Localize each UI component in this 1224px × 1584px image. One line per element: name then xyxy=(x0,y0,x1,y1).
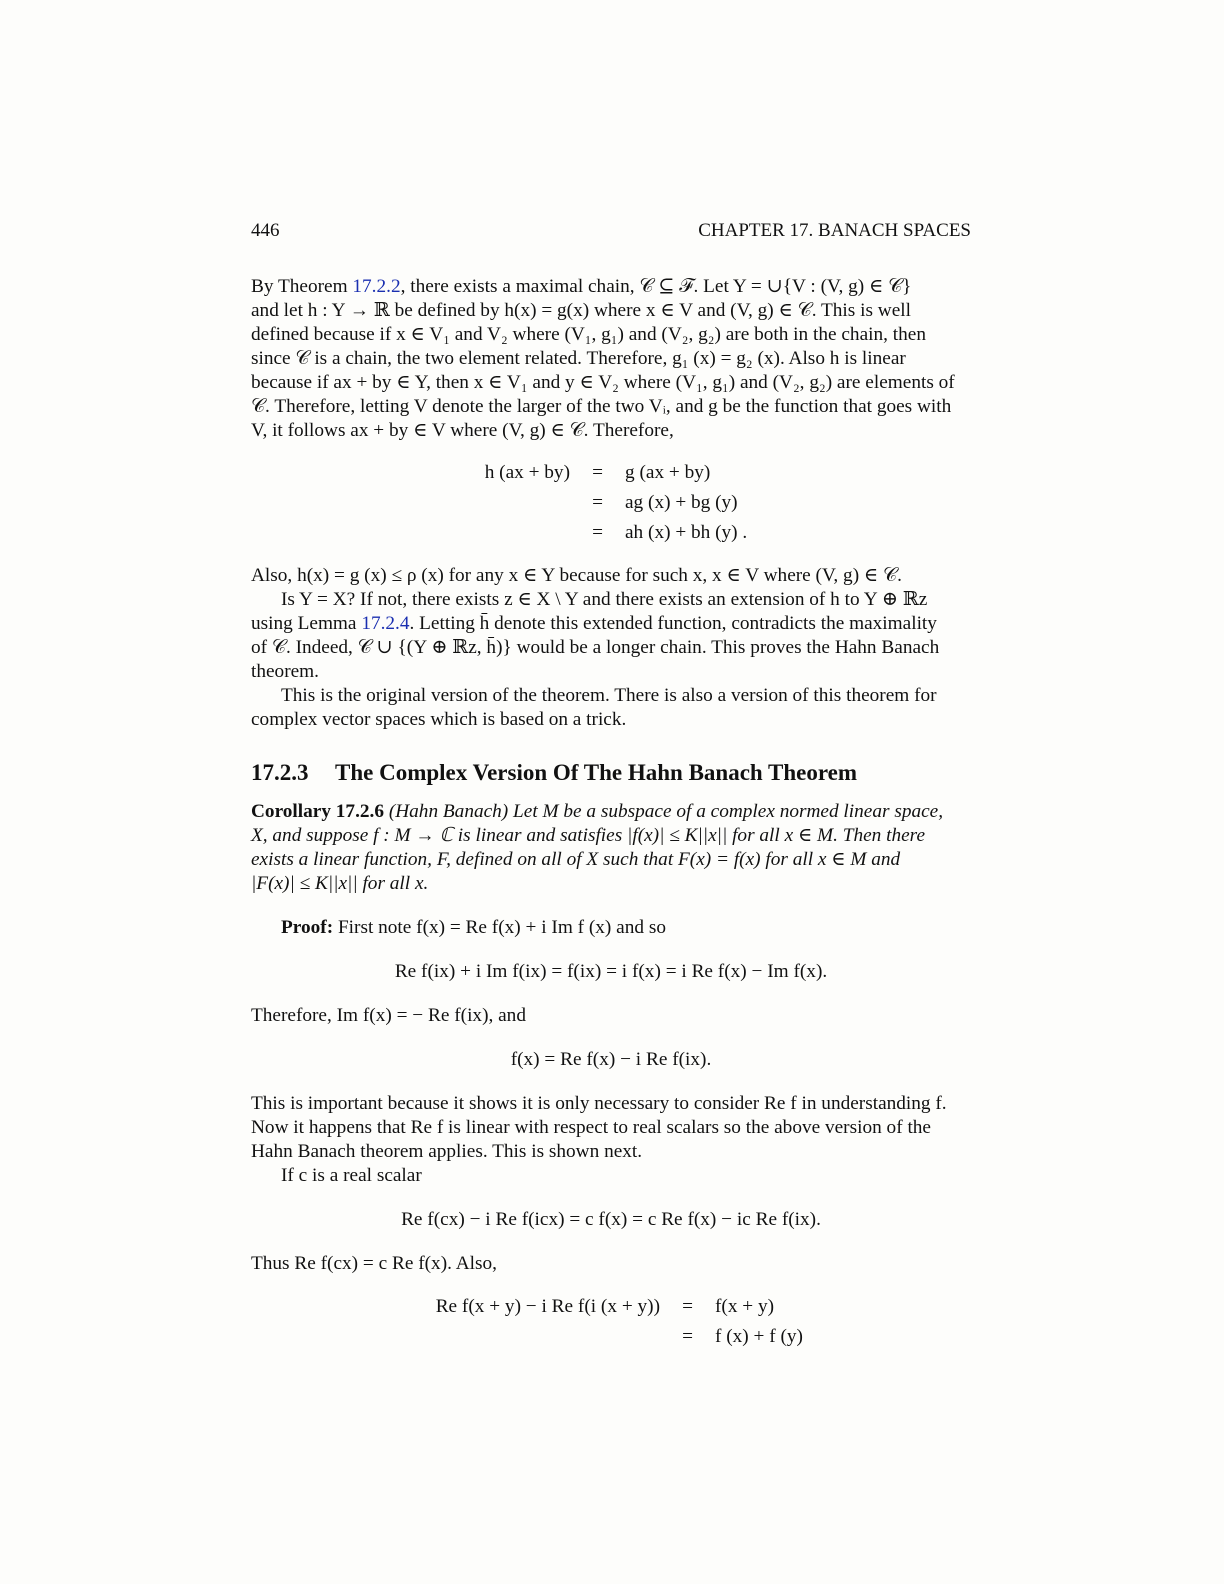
equation-f-decomposition: f(x) = Re f(x) − i Re f(ix). xyxy=(510,1049,712,1070)
proof-start: Proof: First note f(x) = Re f(x) + i Im f (x) and so xyxy=(281,917,666,938)
equation-real-scalar: Re f(cx) − i Re f(icx) = c f(x) = c Re f(x) − ic Re f(ix). xyxy=(401,1209,821,1230)
proof-line-im: Therefore, Im f(x) = − Re f(ix), and xyxy=(251,1005,526,1026)
theorem-link[interactable]: 17.2.2 xyxy=(352,276,401,297)
paragraph-maximal-chain: By Theorem 17.2.2, there exists a maximal chain, 𝒞 ⊆ ℱ. Let Y = ∪{V : (V, g) ∈ 𝒞} and let h : Y → ℝ be defined by h(x) = g(x) where x ∈ V and (V, g) ∈ 𝒞. This is well defined because if x ∈ V₁ and V₂ where (V₁, g₁) and (V₂, g₂) are both in the chain, then since 𝒞 is a chain, the two element related. Therefore, g₁ (x) = g₂ (x). Also h is linear because if ax + by ∈ Y, then x ∈ V₁ and y ∈ V₂ where (V₁, g₁) and (V₂, g₂) are elements of 𝒞. Therefore, letting V denote the larger of the two Vᵢ, and g be the function that goes with V, it follows ax + by ∈ V where (V, g) ∈ 𝒞. Therefore, xyxy=(251,276,955,441)
paragraph-important: This is important because it shows it is only necessary to consider Re f in understanding f. Now it happens that Re f is linear with respect to real scalars so the above version of the Hahn Banach theorem applies. This is shown next. If c is a real scalar xyxy=(251,1093,947,1186)
corollary-label: Corollary 17.2.6 xyxy=(251,801,384,822)
corollary: Corollary 17.2.6 (Hahn Banach) Let M be a subspace of a complex normed linear space, X, and suppose f : M → ℂ is linear and satisfies |f(x)| ≤ K||x|| for all x ∈ M. Then there exists a linear function, F, defined on all of X such that F(x) = f(x) for all x ∈ M and |F(x)| ≤ K||x|| for all x. xyxy=(251,801,944,894)
section-number: 17.2.3 xyxy=(251,760,309,785)
lemma-link[interactable]: 17.2.4 xyxy=(361,613,410,634)
proof-line-thus: Thus Re f(cx) = c Re f(x). Also, xyxy=(251,1253,497,1274)
section-heading xyxy=(251,760,971,786)
running-header xyxy=(251,220,971,242)
chapter-title: CHAPTER 17. BANACH SPACES xyxy=(698,220,971,241)
section-title: The Complex Version Of The Hahn Banach Theorem xyxy=(335,760,858,785)
equation-ix: Re f(ix) + i Im f(ix) = f(ix) = i f(x) = i Re f(x) − Im f(x). xyxy=(394,961,828,982)
equation-linearity: h (ax + by) = g (ax + by) = ag (x) + bg (y) = ah (x) + bh (y) . xyxy=(484,462,748,543)
equation-additivity: Re f(x + y) − i Re f(i (x + y)) = f(x + y) = f (x) + f (y) xyxy=(435,1296,803,1347)
page-number: 446 xyxy=(251,220,280,241)
paragraph-extension: Also, h(x) = g (x) ≤ ρ (x) for any x ∈ Y because for such x, x ∈ V where (V, g) ∈ 𝒞. Is Y = X? If not, there exists z ∈ X \ Y and there exists an extension of h to Y ⊕ ℝz using Lemma 17.2.4. Letting h̄ denote this extended function, contradicts the maximality of 𝒞. Indeed, 𝒞 ∪ {(Y ⊕ ℝz, h̄)} would be a longer chain. This proves the Hahn Banach theorem. This is the original version of the theorem. There is also a version of this theorem for complex vector spaces which is based on a trick. xyxy=(251,565,940,730)
proof-label: Proof: xyxy=(281,917,334,938)
